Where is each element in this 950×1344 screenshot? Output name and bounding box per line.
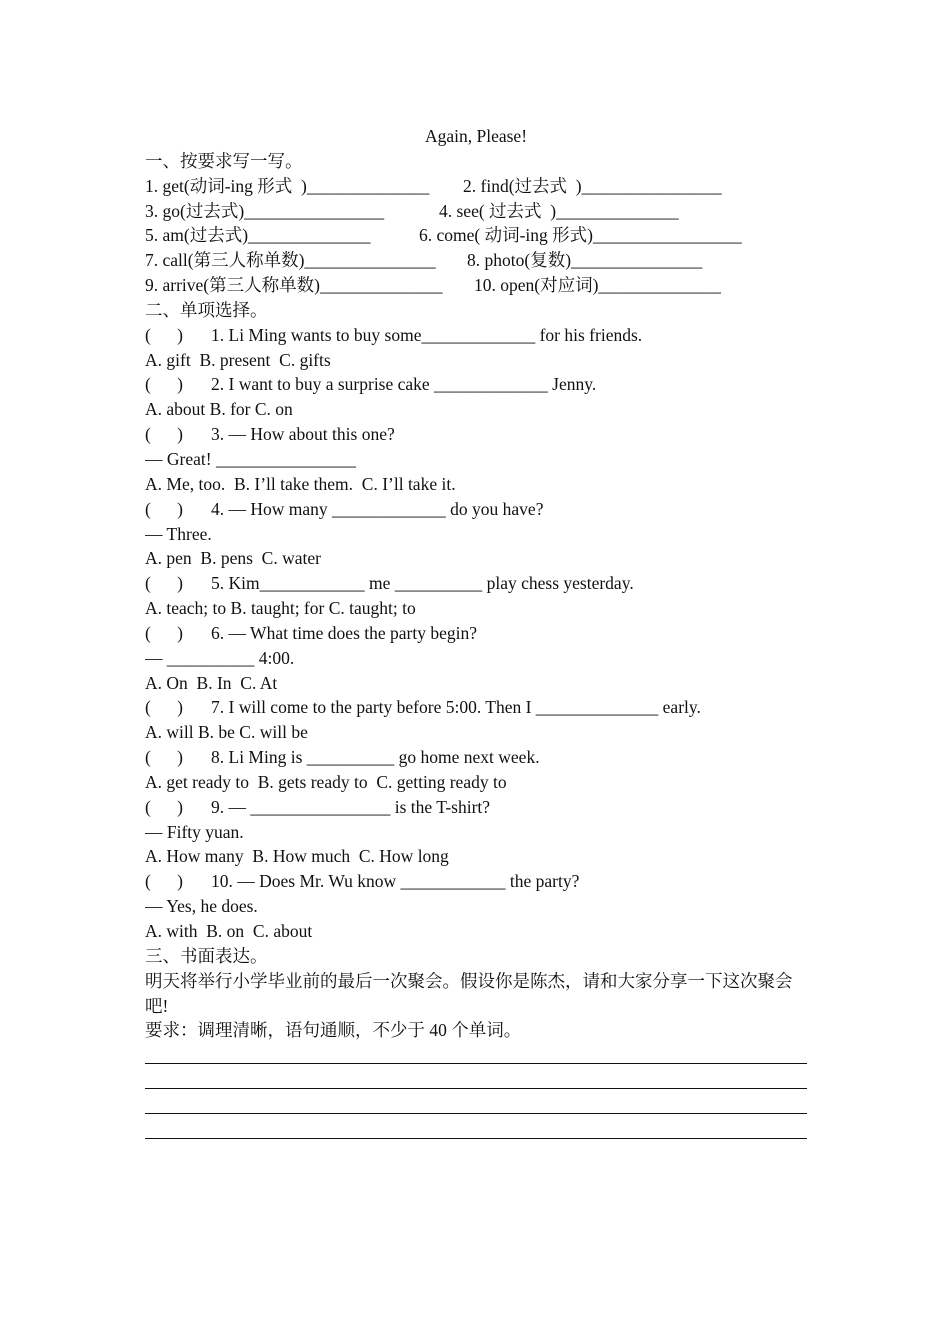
answer-bracket[interactable]: ( ) <box>145 573 183 594</box>
question <box>145 745 807 770</box>
answer-bracket[interactable]: ( ) <box>145 796 183 817</box>
fill-in-item[interactable]: 6. come( 动词-ing 形式)_________________ <box>419 225 742 246</box>
question <box>145 323 807 348</box>
question <box>145 497 807 522</box>
dialogue-line: — __________ 4:00. <box>145 647 295 668</box>
question <box>145 372 807 397</box>
fill-in-item[interactable]: 10. open(对应词)______________ <box>474 275 721 296</box>
question-text: 9. — ________________ is the T-shirt? <box>211 796 491 817</box>
question-text: 5. Kim____________ me __________ play chess yesterday. <box>211 573 634 594</box>
fill-in-row <box>145 199 807 224</box>
answer-options: A. Me, too. B. I’ll take them. C. I’ll take it. <box>145 473 456 494</box>
question-text: 8. Li Ming is __________ go home next week. <box>211 747 540 768</box>
question-text: 6. — What time does the party begin? <box>211 622 477 643</box>
question <box>145 695 807 720</box>
writing-prompt: 明天将举行小学毕业前的最后一次聚会。假设你是陈杰，请和大家分享一下这次聚会吧! <box>145 970 793 1016</box>
section2-questions <box>145 323 807 944</box>
answer-bracket[interactable]: ( ) <box>145 622 183 643</box>
writing-line[interactable] <box>145 1118 807 1143</box>
fill-in-item[interactable]: 7. call(第三人称单数)_______________ <box>145 250 436 271</box>
question-text: 4. — How many _____________ do you have? <box>211 498 544 519</box>
answer-bracket[interactable]: ( ) <box>145 374 183 395</box>
fill-in-item[interactable]: 3. go(过去式)________________ <box>145 200 385 221</box>
answer-options: A. gift B. present C. gifts <box>145 349 331 370</box>
section1-rows <box>145 174 807 298</box>
answer-bracket[interactable]: ( ) <box>145 498 183 519</box>
answer-bracket[interactable]: ( ) <box>145 871 183 892</box>
fill-in-item[interactable]: 8. photo(复数)_______________ <box>467 250 703 271</box>
fill-in-item[interactable]: 4. see( 过去式 )______________ <box>439 200 679 221</box>
answer-options: A. How many B. How much C. How long <box>145 846 449 867</box>
fill-in-item[interactable]: 2. find(过去式 )________________ <box>463 175 722 196</box>
fill-in-item[interactable]: 5. am(过去式)______________ <box>145 225 371 246</box>
section2-heading: 二、单项选择。 <box>145 299 268 320</box>
writing-line[interactable] <box>145 1068 807 1093</box>
question-text: 1. Li Ming wants to buy some_____________ for his friends. <box>211 324 643 345</box>
answer-bracket[interactable]: ( ) <box>145 424 183 445</box>
question <box>145 869 807 894</box>
fill-in-item[interactable]: 1. get(动词-ing 形式 )______________ <box>145 175 430 196</box>
answer-bracket[interactable]: ( ) <box>145 747 183 768</box>
dialogue-line: — Three. <box>145 523 212 544</box>
answer-options: A. teach; to B. taught; for C. taught; to <box>145 598 416 619</box>
writing-requirement: 要求：调理清晰，语句通顺，不少于 40 个单词。 <box>145 1020 522 1041</box>
question <box>145 795 807 820</box>
question <box>145 571 807 596</box>
question-text: 10. — Does Mr. Wu know ____________ the party? <box>211 871 580 892</box>
answer-bracket[interactable]: ( ) <box>145 697 183 718</box>
dialogue-line: — Great! ________________ <box>145 448 356 469</box>
answer-options: A. On B. In C. At <box>145 672 278 693</box>
section1-heading: 一、按要求写一写。 <box>145 150 303 171</box>
fill-in-row <box>145 223 807 248</box>
worksheet <box>145 124 807 1143</box>
writing-line[interactable] <box>145 1093 807 1118</box>
answer-options: A. get ready to B. gets ready to C. getting ready to <box>145 771 507 792</box>
fill-in-row <box>145 248 807 273</box>
dialogue-line: — Fifty yuan. <box>145 821 244 842</box>
question <box>145 621 807 646</box>
answer-options: A. about B. for C. on <box>145 399 293 420</box>
question-text: 7. I will come to the party before 5:00. Then I ______________ early. <box>211 697 701 718</box>
answer-lines[interactable] <box>145 1043 807 1142</box>
fill-in-item[interactable]: 9. arrive(第三人称单数)______________ <box>145 275 443 296</box>
answer-options: A. will B. be C. will be <box>145 722 308 743</box>
page-title: Again, Please! <box>424 126 528 146</box>
question-text: 3. — How about this one? <box>211 424 395 445</box>
question-text: 2. I want to buy a surprise cake _____________ Jenny. <box>211 374 597 395</box>
section3-heading: 三、书面表达。 <box>145 945 268 966</box>
fill-in-row <box>145 273 807 298</box>
answer-options: A. with B. on C. about <box>145 921 313 941</box>
answer-bracket[interactable]: ( ) <box>145 324 183 345</box>
writing-line[interactable] <box>145 1043 807 1068</box>
dialogue-line: — Yes, he does. <box>145 896 258 917</box>
question <box>145 422 807 447</box>
fill-in-row <box>145 174 807 199</box>
answer-options: A. pen B. pens C. water <box>145 548 321 569</box>
